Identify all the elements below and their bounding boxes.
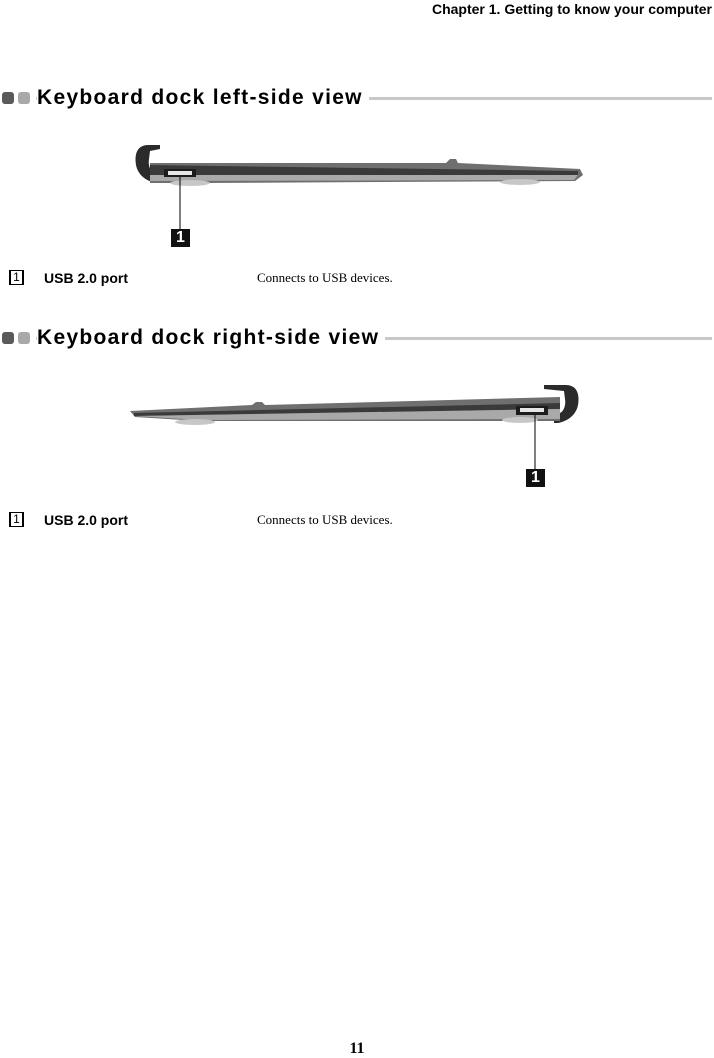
item-row [0,268,714,288]
section-heading [0,325,714,351]
item-number-badge: 1 [9,270,24,285]
callout-tag: 1 [526,469,545,487]
item-row [0,510,714,530]
section-title: Keyboard dock left-side view [37,85,369,111]
keyboard-dock-left-drawing [0,135,714,255]
item-description: Connects to USB devices. [257,270,393,285]
item-number-badge: 1 [9,512,24,527]
item-label: USB 2.0 port [44,270,129,286]
heading-bullets-icon [2,92,34,104]
section-title: Keyboard dock right-side view [37,325,385,351]
item-description: Connects to USB devices. [257,512,393,527]
page-number: 11 [349,1040,365,1057]
callout-tag: 1 [171,229,190,247]
section-heading [0,85,714,111]
keyboard-dock-left-image [0,135,714,255]
heading-bullets-icon [2,332,34,344]
item-label: USB 2.0 port [44,512,129,528]
chapter-header: Chapter 1. Getting to know your computer [431,1,712,17]
keyboard-dock-right-drawing [0,375,714,495]
keyboard-dock-right-image [0,375,714,495]
